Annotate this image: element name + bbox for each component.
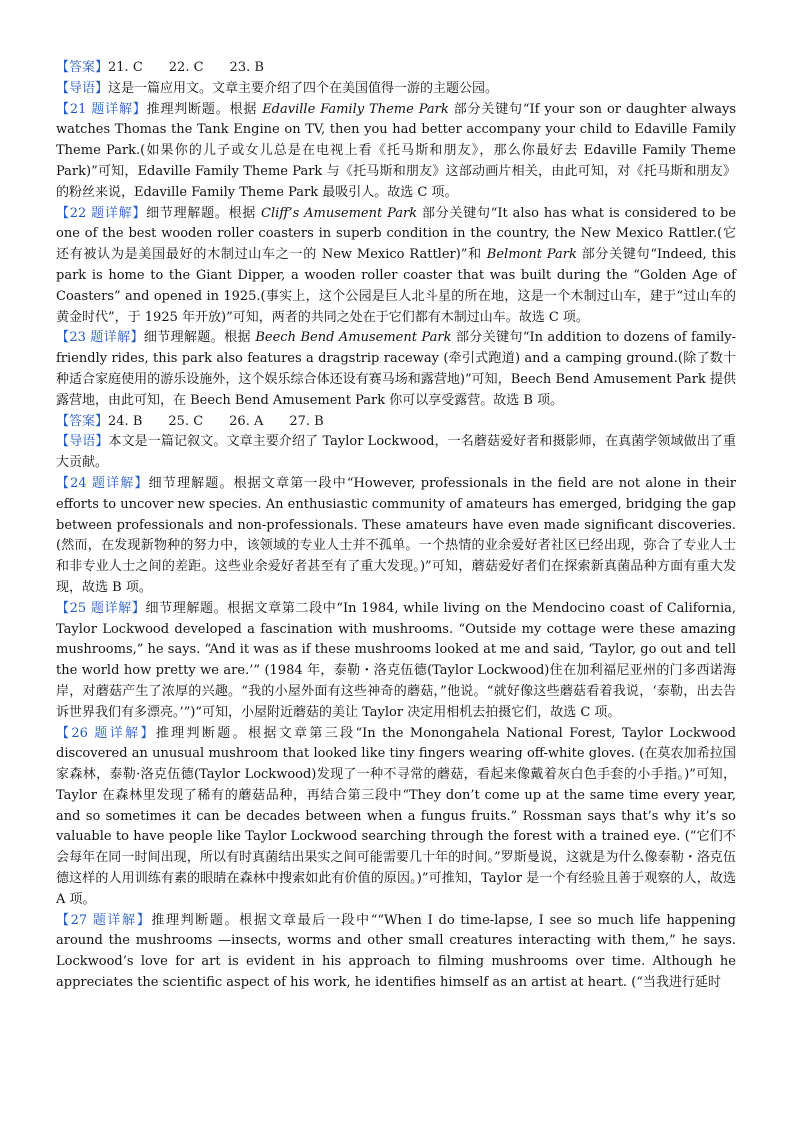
explanation-23 xyxy=(56,328,736,411)
answer-23: 23. B xyxy=(229,60,264,75)
q22-tag: 【22 题详解】 xyxy=(56,205,147,221)
q23-text-a: 细节理解题。根据 xyxy=(143,330,256,346)
answer-22: 22. C xyxy=(168,60,204,75)
q24-tag: 【24 题详解】 xyxy=(56,475,149,491)
q21-text-b: 部分关键句“If your son or daughter always watches Thomas the Tank Engine on TV, then you had better accompany your child to Edaville Family Theme Park.(如果你的儿子或女儿总是在电视上看《托马斯和朋友》，那么你最好去 Edaville Family Theme Park)”可知，Edaville Family Theme Park 与《托马斯和朋友》这部动画片相关，由此可知，对《托马斯和朋友》的粉丝来说，Edaville Family Theme Park 最吸引人。故选 C 项。 xyxy=(56,101,736,200)
answer-21: 21. C xyxy=(108,60,143,75)
q22-text-a: 细节理解题。根据 xyxy=(146,205,261,221)
explanation-21 xyxy=(56,100,736,204)
q27-tag: 【27 题详解】 xyxy=(56,912,152,928)
answer-explanation-page xyxy=(56,58,736,994)
answer-tag-2: 【答案】 xyxy=(56,413,109,429)
guide-text-2: 本文是一篇记叙文。文章主要介绍了 Taylor Lockwood，一名蘑菇爱好者和摄影师，在真菌学领域做出了重大贡献。 xyxy=(56,434,736,471)
q21-text-a: 推理判断题。根据 xyxy=(146,101,263,117)
answer-line-2 xyxy=(56,412,736,433)
guide-text: 这是一篇应用文。文章主要介绍了四个在美国值得一游的主题公园。 xyxy=(108,80,499,96)
answer-25: 25. C xyxy=(168,413,204,429)
q22-park-name-1: Cliff’s Amusement Park xyxy=(261,205,418,221)
answer-26: 26. A xyxy=(229,413,264,429)
explanation-24 xyxy=(56,474,736,599)
q23-text-b: 部分关键句“In addition to dozens of family-friendly rides, this park also features a dragstrip raceway (牵引式跑道) and a camping ground.(除了数十种适合家庭使用的游乐设施外，这个娱乐综合体还设有赛马场和露营地)”可知，Beech Bend Amusement Park 提供露营地，由此可知，在 Beech Bend Amusement Park 你可以享受露营。故选 B 项。 xyxy=(56,330,736,408)
explanation-26 xyxy=(56,724,736,911)
guide-tag-2: 【导语】 xyxy=(56,434,109,450)
q22-text-c: 部分关键句“Indeed, this park is home to the Giant Dipper, a wooden roller coaster that was built during the “Golden Age of Coasters” and opened in 1925.(事实上，这个公园是巨人北斗星的所在地，这是一个木制过山车，建于“过山车的黄金时代”，于 1925 年开放)”可知，两者的共同之处在于它们都有木制过山车。故选 C 项。 xyxy=(56,247,736,325)
q23-tag: 【23 题详解】 xyxy=(56,330,144,346)
answer-tag: 【答案】 xyxy=(56,60,109,75)
guide-paragraph-1 xyxy=(56,79,736,100)
q22-park-name-2: Belmont Park xyxy=(486,247,577,263)
explanation-25 xyxy=(56,599,736,724)
q27-text: 推理判断题。根据文章最后一段中““When I do time-lapse, I see so much life happening around the mushrooms —insects, worms and other small creatures interacting with them,” he says. Lockwood’s love for art is evident in his approach to filming mushrooms over time. Although he appreciates the scientific aspect of his work, he identifies himself as an artist at heart. (“当我进行延时 xyxy=(56,912,736,991)
q22-text-b: 部分关键句“It also has what is considered to be one of the best wooden roller coasters in superb condition in the country, the New Mexico Rattler.(它还有被认为是美国最好的木制过山车之一的 New Mexico Rattler)”和 xyxy=(56,205,736,263)
q25-text: 细节理解题。根据文章第二段中“In 1984, while living on the Mendocino coast of California, Taylor Lockwood developed a fascination with mushrooms. “Outside my cottage were these amazing mushrooms,” he says. “And it was as if these mushrooms looked at me and said, ‘Taylor, go out and tell the world how pretty we are.’” (1984 年，泰勒・洛克伍德(Taylor Lockwood)住在加利福尼亚州的门多西诺海岸，对蘑菇产生了浓厚的兴趣。“我的小屋外面有这些神奇的蘑菇，”他说。“就好像这些蘑菇看着我说，‘泰勒，出去告诉世界我们有多漂亮。’”)”可知，小屋附近蘑菇的美让 Taylor 决定用相机去拍摄它们，故选 C 项。 xyxy=(56,600,736,720)
explanation-22 xyxy=(56,204,736,329)
q26-text: 推理判断题。根据文章第三段“In the Monongahela National Forest, Taylor Lockwood discovered an unusual mushroom that looked like tiny fingers wearing off-white gloves. (在莫农加希拉国家森林，泰勒·洛克伍德(Taylor Lockwood)发现了一种不寻常的蘑菇，看起来像戴着灰白色手套的小手指。)”可知，Taylor 在森林里发现了稀有的蘑菇品种，再结合第三段中“They don’t come up at the same time every year, and so sometimes it can be decades between when a fungus fruits.” Rossman says that’s why it’s so valuable to have people like Taylor Lockwood searching through the forest with a trained eye. (“它们不会每年在同一时间出现，所以有时真菌结出果实之间可能需要几十年的时间。”罗斯曼说，这就是为什么像泰勒・洛克伍德这样的人用训练有素的眼睛在森林中搜索如此有价值的原因。)”可推知，Taylor 是一个有经验且善于观察的人，故选 A 项。 xyxy=(56,725,736,907)
answer-27: 27. B xyxy=(289,413,324,429)
answer-24: 24. B xyxy=(108,413,143,429)
q26-tag: 【26 题详解】 xyxy=(56,725,156,741)
answer-line-1 xyxy=(56,58,736,79)
q25-tag: 【25 题详解】 xyxy=(56,600,146,616)
guide-paragraph-2 xyxy=(56,432,736,474)
q21-tag: 【21 题详解】 xyxy=(56,101,147,117)
q23-park-name: Beech Bend Amusement Park xyxy=(255,330,452,346)
q21-park-name: Edaville Family Theme Park xyxy=(262,101,449,117)
guide-tag: 【导语】 xyxy=(56,80,109,96)
q24-text: 细节理解题。根据文章第一段中“However, professionals in the field are not alone in their efforts to uncover new species. An enthusiastic community of amateurs has emerged, bridging the gap between professionals and non-professionals. These amateurs have even made significant discoveries.(然而，在发现新物种的努力中，该领域的专业人士并不孤单。一个热情的业余爱好者社区已经出现，弥合了专业人士和非专业人士之间的差距。这些业余爱好者甚至有了重大发现。)”可知，蘑菇爱好者们在探索新真菌品种方面有重大发现，故选 B 项。 xyxy=(56,475,736,595)
explanation-27 xyxy=(56,911,736,994)
